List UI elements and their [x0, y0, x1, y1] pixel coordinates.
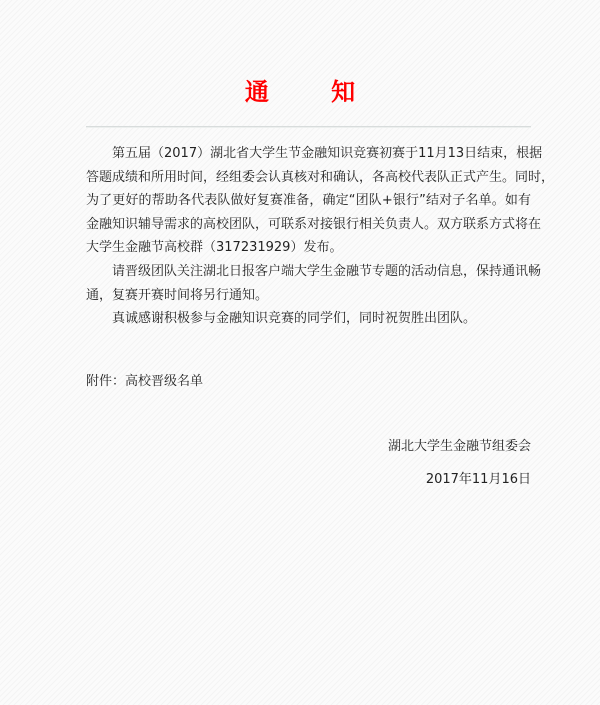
- notice-title-char: 知: [331, 78, 356, 106]
- title-divider: [86, 126, 531, 128]
- paragraph-line: 答题成绩和所用时间，经组委会认真核对和确认，各高校代表队正式产生。同时，: [86, 169, 555, 185]
- paragraph-2: [86, 260, 542, 307]
- paragraph-line: 通，复赛开赛时间将另行通知。: [86, 287, 269, 303]
- attachment-note: 附件：高校晋级名单: [86, 374, 204, 389]
- paragraph-3: [86, 307, 531, 331]
- signer: 湖北大学生金融节组委会: [387, 439, 531, 454]
- paragraph-line: 第五届（2017）湖北省大学生节金融知识竞赛初赛于11月13日结束，根据: [112, 146, 543, 161]
- paragraph-line: 大学生金融节高校群（317231929）发布。: [86, 240, 343, 256]
- paragraph-line: 金融知识辅导需求的高校团队，可联系对接银行相关负责人。双方联系方式将在: [86, 216, 542, 232]
- notice-title-char: 通: [244, 78, 269, 106]
- paragraph-line: 请晋级团队关注湖北日报客户端大学生金融节专题的活动信息，保持通讯畅: [112, 263, 542, 279]
- notice-title: [0, 76, 600, 108]
- paragraph-line: 为了更好的帮助各代表队做好复赛准备，确定“团队+银行”结对子名单。如有: [86, 193, 531, 209]
- issue-date: 2017年11月16日: [425, 472, 531, 487]
- paragraph-1: [86, 142, 555, 260]
- paragraph-line: 真诚感谢积极参与金融知识竞赛的同学们，同时祝贺胜出团队。: [112, 311, 477, 327]
- notice-body: [86, 142, 555, 331]
